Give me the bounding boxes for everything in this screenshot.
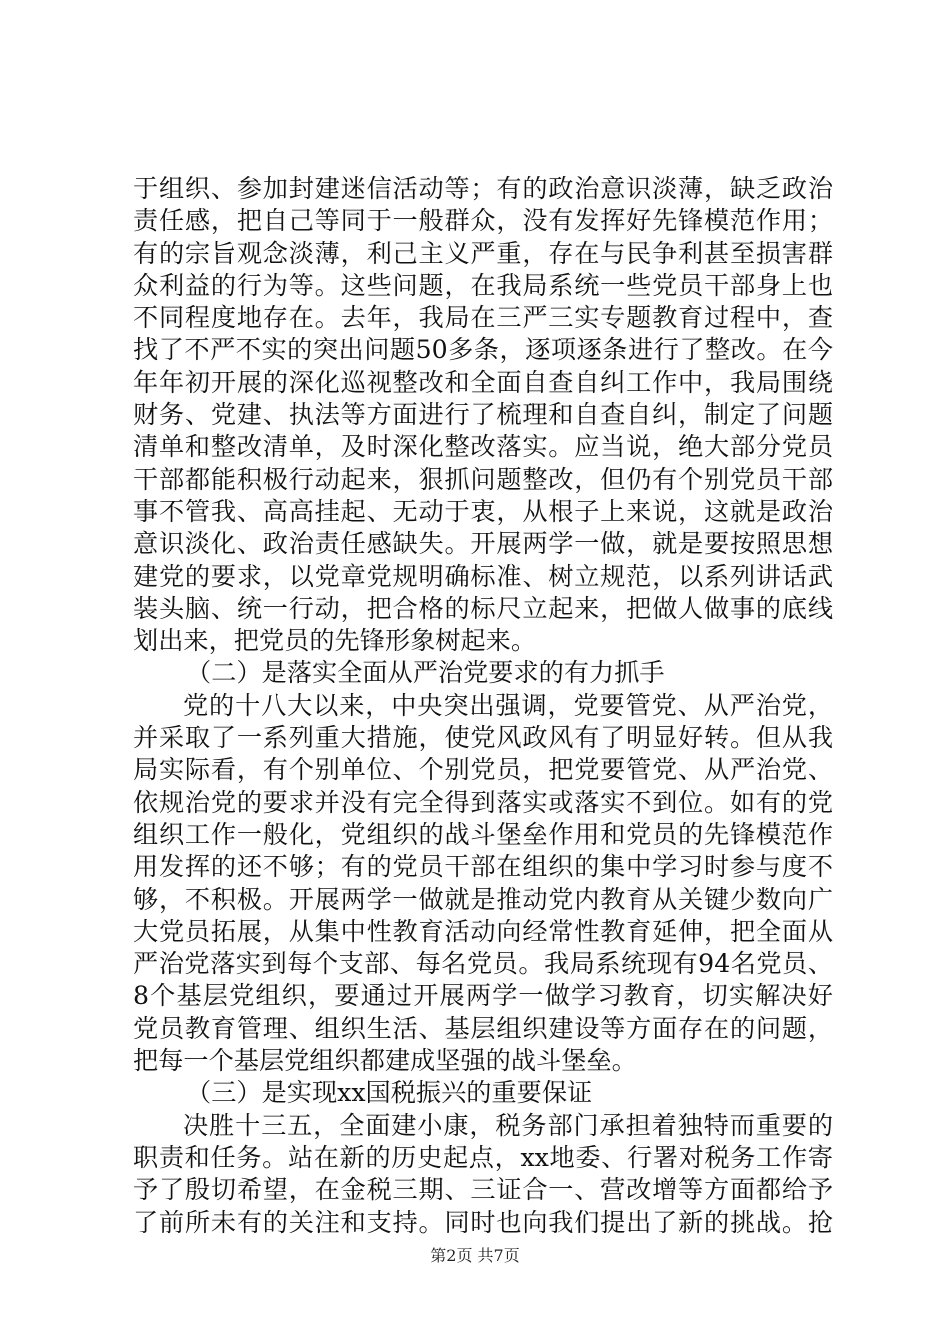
- text-line: 责任感，把自己等同于一般群众，没有发挥好先锋模范作用；: [133, 206, 833, 236]
- text-line: 财务、党建、执法等方面进行了梳理和自查自纠，制定了问题: [133, 400, 833, 430]
- text-line: 建党的要求，以党章党规明确标准、树立规范，以系列讲话武: [133, 561, 833, 591]
- text-line: 众利益的行为等。这些问题，在我局系统一些党员干部身上也: [133, 270, 833, 300]
- text-line: 大党员拓展，从集中性教育活动向经常性教育延伸，把全面从: [133, 916, 833, 946]
- text-line: 找了不严不实的突出问题50多条，逐项逐条进行了整改。在今: [133, 335, 833, 365]
- text-line: 不同程度地存在。去年，我局在三严三实专题教育过程中，查: [133, 303, 833, 333]
- text-line: 有的宗旨观念淡薄，利己主义严重，存在与民争利甚至损害群: [133, 238, 833, 268]
- text-line: 于组织、参加封建迷信活动等；有的政治意识淡薄，缺乏政治: [133, 174, 833, 203]
- page-number-footer: 第2页 共7页: [430, 1246, 520, 1265]
- text-line: 事不管我、高高挂起、无动于衷，从根子上来说，这就是政治: [133, 496, 833, 526]
- section-heading: （二）是落实全面从严治党要求的有力抓手: [186, 658, 665, 688]
- text-line: 组织工作一般化，党组织的战斗堡垒作用和党员的先锋模范作: [133, 819, 833, 849]
- text-line: 干部都能积极行动起来，狠抓问题整改，但仍有个别党员干部: [133, 464, 833, 494]
- text-line: 清单和整改清单，及时深化整改落实。应当说，绝大部分党员: [133, 432, 833, 462]
- section-heading: （三）是实现xx国税振兴的重要保证: [186, 1078, 593, 1108]
- text-line: 意识淡化、政治责任感缺失。开展两学一做，就是要按照思想: [133, 529, 833, 559]
- text-line: 予了殷切希望，在金税三期、三证合一、营改增等方面都给予: [133, 1175, 833, 1205]
- text-line: 够，不积极。开展两学一做就是推动党内教育从关键少数向广: [133, 884, 833, 914]
- text-line: 8个基层党组织，要通过开展两学一做学习教育，切实解决好: [133, 981, 833, 1011]
- text-line: 了前所未有的关注和支持。同时也向我们提出了新的挑战。抢: [133, 1207, 833, 1237]
- text-line: 依规治党的要求并没有完全得到落实或落实不到位。如有的党: [133, 787, 833, 817]
- text-line: 把每一个基层党组织都建成坚强的战斗堡垒。: [133, 1046, 637, 1076]
- text-line: 党员教育管理、组织生活、基层组织建设等方面存在的问题，: [133, 1013, 833, 1043]
- text-line: 用发挥的还不够；有的党员干部在组织的集中学习时参与度不: [133, 852, 833, 882]
- text-line: 装头脑、统一行动，把合格的标尺立起来，把做人做事的底线: [133, 593, 833, 623]
- text-line: 严治党落实到每个支部、每名党员。我局系统现有94名党员、: [133, 949, 833, 979]
- text-line: 并采取了一系列重大措施，使党风政风有了明显好转。但从我: [133, 723, 833, 753]
- text-line: 职责和任务。站在新的历史起点，xx地委、行署对税务工作寄: [133, 1142, 833, 1172]
- text-line: 决胜十三五，全面建小康，税务部门承担着独特而重要的: [183, 1110, 833, 1140]
- text-line: 年年初开展的深化巡视整改和全面自查自纠工作中，我局围绕: [133, 367, 833, 397]
- document-body: [133, 173, 833, 1239]
- text-line: 局实际看，有个别单位、个别党员，把党要管党、从严治党、: [133, 755, 833, 785]
- text-line: 划出来，把党员的先锋形象树起来。: [133, 626, 536, 656]
- text-line: 党的十八大以来，中央突出强调，党要管党、从严治党，: [183, 690, 833, 720]
